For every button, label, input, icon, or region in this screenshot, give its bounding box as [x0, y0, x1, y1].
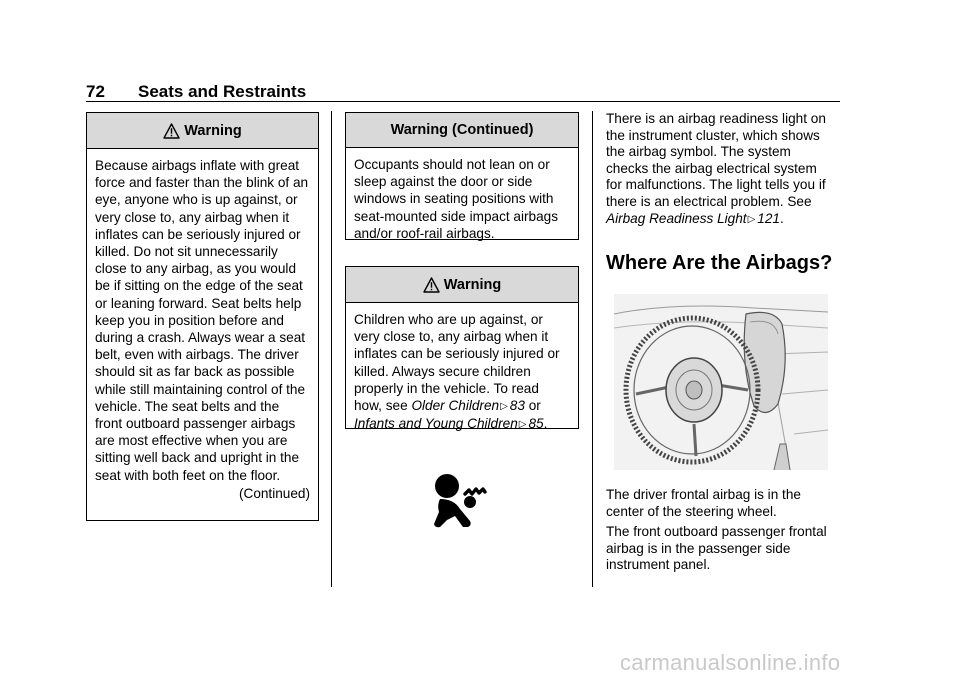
- page-ref-arrow-icon: ▷: [518, 419, 527, 431]
- older-children-link[interactable]: Older Children: [411, 398, 500, 414]
- warning-continued-header: Warning (Continued): [346, 113, 578, 148]
- readiness-paragraph: There is an airbag readiness light on the instrument cluster, which shows the airbag symbol. The system checks the airbag electrical system for malfunctions. The light tells you if there is an electrical problem. See Airbag Readiness Light▷ 121.: [606, 111, 826, 226]
- infants-page[interactable]: 85: [528, 416, 544, 432]
- warning-2-title: Warning: [443, 276, 502, 293]
- continued-label: (Continued): [238, 485, 310, 501]
- warning-triangle-icon: [423, 277, 440, 293]
- header-rule: [86, 101, 840, 102]
- page-header: [86, 82, 306, 102]
- infants-link[interactable]: Infants and Young Children: [354, 416, 518, 432]
- warning-2-text: Children who are up against, or very close to, any airbag when it inflates can be seriously injured or killed. Always secure children properly in the vehicle. To read how, see Older Children▷ 83 or Infants and Young Children▷ 85.: [354, 312, 560, 432]
- warning-box-1: [86, 112, 319, 521]
- column-divider-1: [331, 111, 332, 587]
- page-number: 72: [86, 82, 105, 101]
- warning-continued-text: Occupants should not lean on or sleep against the door or side windows in seating positions with seat-mounted side impact airbags and/or roof-rail airbags.: [354, 157, 559, 241]
- warning-box-2-header: [346, 267, 578, 303]
- airbag-symbol-icon: [430, 472, 492, 530]
- airbag-readiness-link[interactable]: Airbag Readiness Light: [606, 210, 747, 226]
- warning-triangle-icon: [163, 123, 180, 139]
- warning-continued-box: [345, 112, 579, 240]
- passenger-airbag-paragraph: The front outboard passenger frontal airbag is in the passenger side instrument panel.: [606, 524, 827, 573]
- watermark: carmanualsonline.info: [620, 650, 841, 675]
- driver-airbag-paragraph: The driver frontal airbag is in the center of the steering wheel.: [606, 487, 801, 519]
- warning-text: Because airbags inflate with great force and faster than the blink of an eye, anyone who is up against, or very close to, any airbag when it inflates can be seriously injured or killed. Do not sit unnecessarily close to any airbag, as you would be if sitting on the edge of the seat or leaning forward. Seat belts help keep you in position before and during a crash. Always wear a seat belt, even with airbags. The driver should sit as far back as possible while still maintaining control of the vehicle. The seat belts and the front outboard passenger airbags are most effective when you are sitting well back and upright in the seat with both feet on the floor.: [95, 158, 309, 483]
- column-divider-2: [592, 111, 593, 587]
- older-children-page[interactable]: 83: [509, 398, 525, 414]
- airbag-readiness-page[interactable]: 121: [757, 210, 780, 226]
- page-ref-arrow-icon: ▷: [747, 213, 756, 225]
- warning-title: Warning: [184, 122, 242, 139]
- section-heading: Where Are the Airbags?: [606, 252, 833, 274]
- page-ref-arrow-icon: ▷: [500, 401, 508, 413]
- section-title: Seats and Restraints: [138, 82, 307, 101]
- steering-wheel-airbag-illustration: [614, 294, 828, 470]
- warning-box-2: [345, 266, 579, 432]
- warning-box-header: [87, 113, 318, 149]
